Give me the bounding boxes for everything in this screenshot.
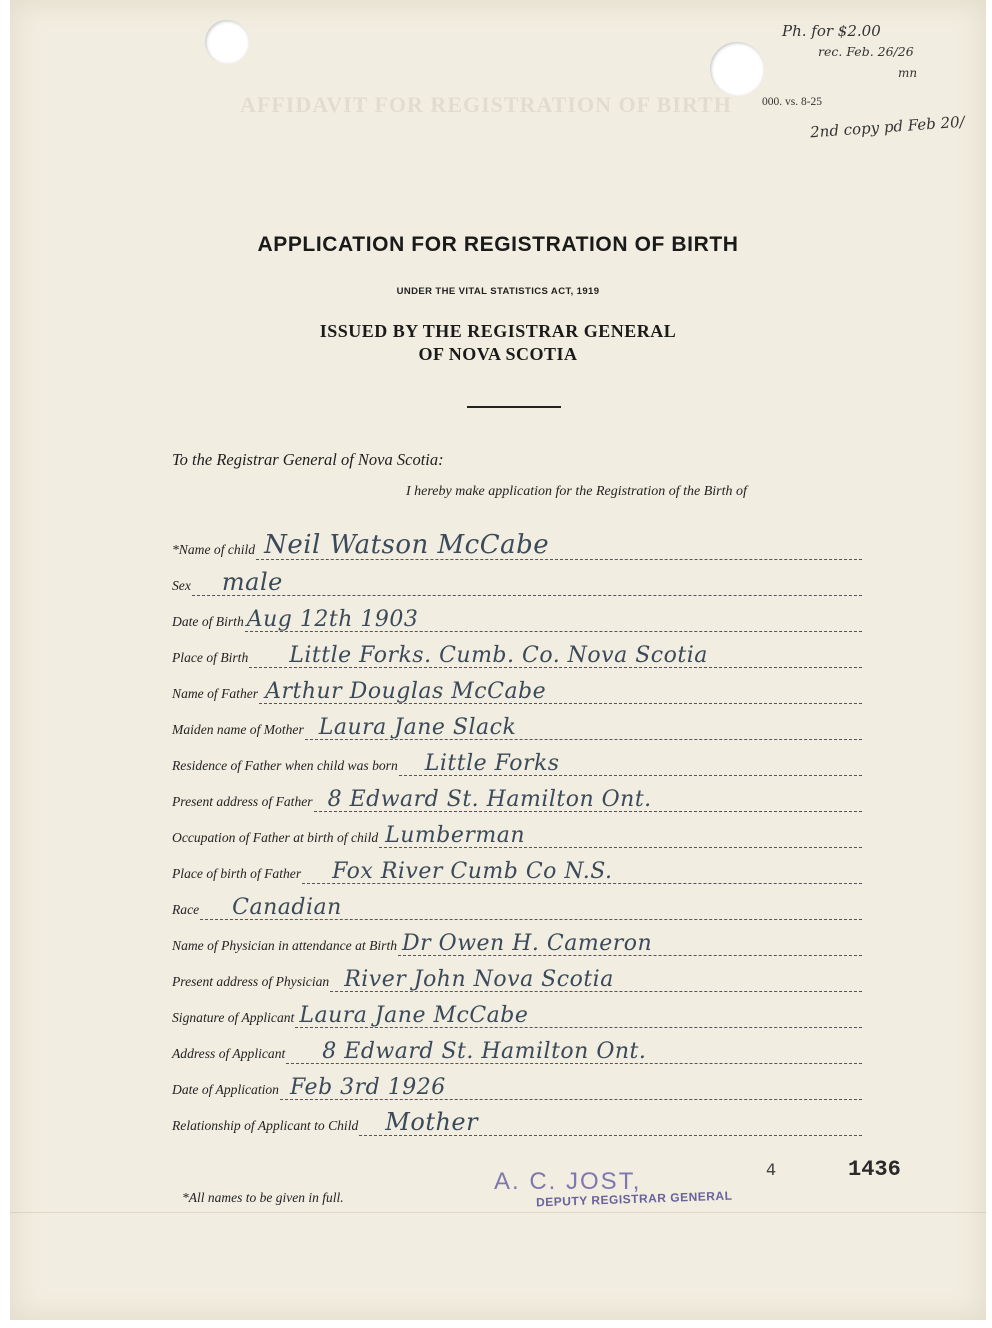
field-value: Laura Jane Slack xyxy=(318,715,517,740)
issuer xyxy=(10,320,986,366)
field-fill-line xyxy=(192,565,862,596)
field-fill-line xyxy=(200,889,862,920)
serial-number: 1436 xyxy=(848,1157,901,1182)
field-value: 8 Edward St. Hamilton Ont. xyxy=(327,787,652,812)
field-fill-line xyxy=(359,1105,862,1136)
field-row xyxy=(172,1066,862,1100)
field-fill-line xyxy=(249,637,862,668)
issuer-line-2: OF NOVA SCOTIA xyxy=(418,344,578,364)
field-label: *Name of child xyxy=(172,542,256,557)
field-fill-line xyxy=(399,745,862,776)
field-row xyxy=(172,994,862,1028)
serial-mark: 4 xyxy=(766,1160,777,1179)
field-row xyxy=(172,634,862,668)
field-label: Signature of Applicant xyxy=(172,1010,295,1025)
field-label: Place of Birth xyxy=(172,650,249,665)
punch-hole-right xyxy=(710,42,764,96)
field-value: River John Nova Scotia xyxy=(344,967,614,992)
note-initials: mn xyxy=(898,66,918,80)
field-fill-line xyxy=(280,1069,862,1100)
field-label: Occupation of Father at birth of child xyxy=(172,830,379,845)
stamp-name: A. C. JOST, xyxy=(494,1168,642,1195)
field-value: Lumberman xyxy=(385,823,526,848)
field-value: Neil Watson McCabe xyxy=(264,530,550,560)
form-title: APPLICATION FOR REGISTRATION OF BIRTH xyxy=(257,233,739,256)
field-label: Name of Physician in attendance at Birth xyxy=(172,938,398,953)
field-fill-line xyxy=(302,853,862,884)
note-payment: Ph. for $2.00 xyxy=(782,22,881,40)
punch-hole-left xyxy=(205,20,249,64)
field-row xyxy=(172,526,862,560)
note-second-copy: 2nd copy pd Feb 20/ xyxy=(809,112,966,142)
field-row xyxy=(172,1102,862,1136)
field-value: Little Forks xyxy=(424,751,560,776)
field-row xyxy=(172,922,862,956)
field-fill-line xyxy=(259,673,862,704)
field-label: Maiden name of Mother xyxy=(172,722,304,737)
bleed-through-text: AFFIDAVIT FOR REGISTRATION OF BIRTH xyxy=(240,92,732,117)
field-value: Canadian xyxy=(232,895,342,920)
field-row xyxy=(172,742,862,776)
field-row xyxy=(172,958,862,992)
field-label: Present address of Physician xyxy=(172,974,330,989)
field-fill-line xyxy=(314,781,862,812)
form-number: 000. vs. 8-25 xyxy=(762,96,823,108)
field-fill-line xyxy=(295,997,862,1028)
field-fill-line xyxy=(398,925,862,956)
field-row xyxy=(172,850,862,884)
field-value: Aug 12th 1903 xyxy=(246,607,419,632)
title-divider xyxy=(467,406,561,408)
field-value: Fox River Cumb Co N.S. xyxy=(332,859,613,884)
field-label: Race xyxy=(172,902,200,917)
field-label: Date of Birth xyxy=(172,614,244,629)
field-value: Feb 3rd 1926 xyxy=(289,1075,446,1100)
field-label: Present address of Father xyxy=(172,794,313,809)
field-row xyxy=(172,562,862,596)
field-value: Arthur Douglas McCabe xyxy=(265,679,547,704)
field-row xyxy=(172,886,862,920)
field-fill-line xyxy=(330,961,862,992)
field-row xyxy=(172,1030,862,1064)
field-label: Date of Application xyxy=(172,1082,279,1097)
field-value: Mother xyxy=(385,1108,479,1136)
field-fill-line xyxy=(245,601,862,632)
field-label: Sex xyxy=(172,578,191,593)
footnote: *All names to be given in full. xyxy=(182,1190,344,1205)
field-label: Place of birth of Father xyxy=(172,866,302,881)
intro-text: I hereby make application for the Registration of the Birth of xyxy=(406,484,747,499)
field-row xyxy=(172,598,862,632)
note-received: rec. Feb. 26/26 xyxy=(818,44,914,59)
field-label: Name of Father xyxy=(172,686,259,701)
field-fill-line xyxy=(286,1033,862,1064)
field-value: Dr Owen H. Cameron xyxy=(402,931,653,956)
field-value: 8 Edward St. Hamilton Ont. xyxy=(322,1039,647,1064)
field-fill-line xyxy=(379,817,862,848)
field-fill-line xyxy=(256,529,862,560)
field-row xyxy=(172,670,862,704)
document-sheet xyxy=(10,0,986,1320)
field-value: Little Forks. Cumb. Co. Nova Scotia xyxy=(289,643,708,668)
field-value: male xyxy=(221,568,283,596)
stamp-title: DEPUTY REGISTRAR GENERAL xyxy=(535,1188,733,1210)
form-subtitle: UNDER THE VITAL STATISTICS ACT, 1919 xyxy=(396,286,600,297)
field-label: Address of Applicant xyxy=(172,1046,286,1061)
field-label: Relationship of Applicant to Child xyxy=(172,1118,359,1133)
field-fill-line xyxy=(305,709,862,740)
issuer-line-1: ISSUED BY THE REGISTRAR GENERAL xyxy=(319,321,677,341)
field-row xyxy=(172,706,862,740)
fold-line xyxy=(10,1212,986,1213)
field-row xyxy=(172,814,862,848)
field-value: Laura Jane McCabe xyxy=(299,1003,529,1028)
field-label: Residence of Father when child was born xyxy=(172,758,398,773)
field-row xyxy=(172,778,862,812)
salutation: To the Registrar General of Nova Scotia: xyxy=(172,450,444,469)
